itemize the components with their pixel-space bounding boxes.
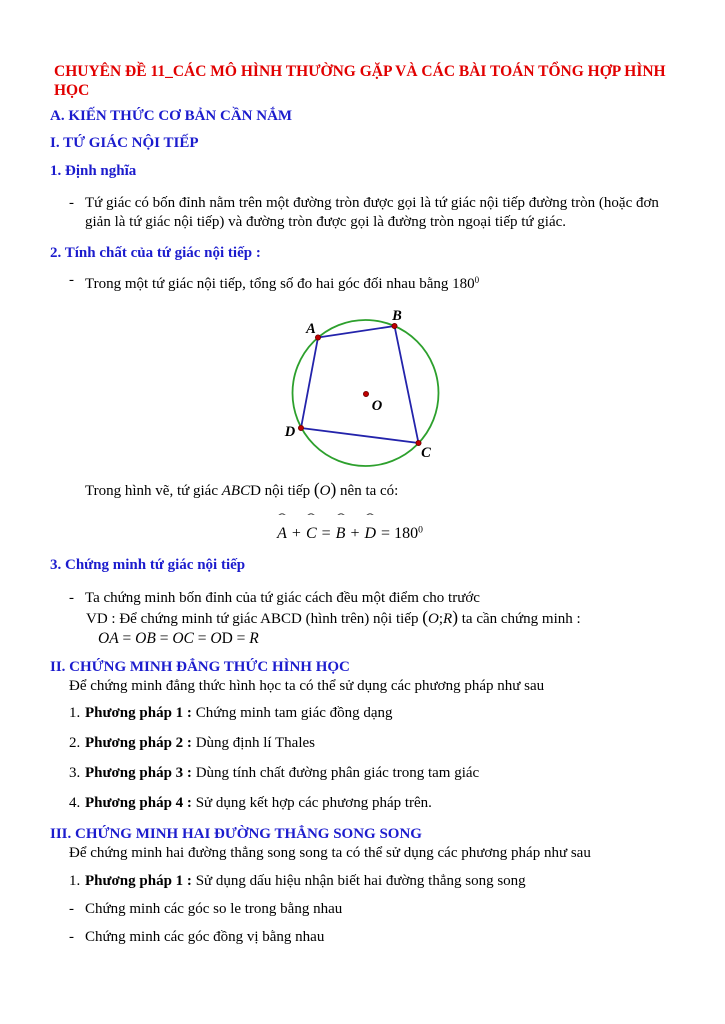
list-marker: -: [69, 928, 74, 945]
text-segment: =: [377, 524, 395, 542]
angle-sum-equation: [50, 511, 649, 546]
text-segment: 0: [418, 524, 423, 536]
method-item: [69, 764, 679, 783]
method-item: [69, 734, 679, 753]
text-segment: OB: [135, 629, 156, 647]
method-item: [69, 704, 679, 723]
text-segment: 0: [474, 275, 480, 285]
text-segment: O: [319, 482, 331, 499]
list-marker: -: [69, 272, 74, 288]
method-item: [69, 794, 679, 813]
section-ii-intro: Để chứng minh đẳng thức hình học ta có thể sử dụng các phương pháp như sau: [69, 677, 545, 694]
geometry-figure-svg: [0, 305, 725, 477]
heading-tinh-chat: 2. Tính chất của tứ giác nội tiếp :: [50, 245, 261, 261]
text-segment: 180: [452, 275, 475, 292]
text-segment: Trong hình vẽ, tứ giác: [85, 482, 222, 499]
point-label-D: D: [284, 423, 296, 440]
method-text: [85, 900, 679, 919]
heading-chung-minh: 3. Chứng minh tứ giác nội tiếp: [50, 556, 246, 573]
method-text: [85, 928, 679, 947]
heading-tu-giac-noi-tiep: I. TỨ GIÁC NỘI TIẾP: [50, 135, 199, 151]
point-label-B: B: [392, 307, 402, 324]
property-list-item: [69, 271, 679, 294]
proof-bullet-text: Ta chứng minh bốn đỉnh của tứ giác cách đều một điểm cho trước: [85, 589, 480, 606]
text-segment: Dùng định lí Thales: [195, 734, 315, 751]
text-segment: R: [249, 629, 259, 647]
heading-kien-thuc-co-ban: A. KIẾN THỨC CƠ BẢN CẦN NẮM: [50, 108, 293, 124]
section-iii-intro: Để chứng minh hai đường thẳng song song ta có thể sử dụng các phương pháp như sau: [69, 844, 591, 861]
list-marker: 2.: [69, 734, 81, 751]
figure-note: [85, 480, 679, 501]
property-text: [85, 271, 679, 294]
text-segment: VD : Để chứng minh tứ giác ABCD (hình trên) nội tiếp: [86, 610, 423, 627]
text-segment: Sử dụng kết hợp các phương pháp trên.: [195, 794, 432, 811]
inscribed-quadrilateral-figure: [0, 305, 725, 477]
list-marker: 3.: [69, 764, 81, 781]
point-B: [392, 323, 397, 328]
point-label-A: A: [306, 320, 316, 337]
definition-list-item: [69, 194, 679, 232]
list-marker: -: [69, 195, 74, 211]
method-text: [85, 794, 679, 813]
text-segment: Trong một tứ giác nội tiếp, tổng số đo hai góc đối nhau bằng: [85, 275, 453, 292]
hatted-variable: ˆ A: [277, 511, 287, 542]
text-segment: +: [287, 524, 305, 542]
list-marker: -: [69, 900, 74, 917]
text-segment: R: [443, 610, 453, 627]
text-segment: ;: [438, 610, 444, 627]
text-segment: ): [330, 478, 337, 499]
method-item: [69, 872, 679, 891]
text-segment: Phương pháp 1 :: [85, 872, 196, 889]
list-marker: -: [69, 589, 74, 606]
text-segment: Chứng minh tam giác đồng dạng: [195, 704, 393, 721]
text-segment: D nội tiếp: [250, 482, 314, 499]
text-segment: OC: [172, 629, 194, 647]
text-segment: Phương pháp 3 :: [85, 764, 196, 781]
hatted-variable: ˆ C: [305, 511, 317, 542]
hatted-variable: ˆ D: [364, 511, 377, 542]
proof-example: [86, 608, 679, 629]
text-segment: =: [155, 629, 173, 647]
list-marker: 4.: [69, 794, 81, 811]
radius-equality: [98, 629, 679, 648]
text-segment: Phương pháp 4 :: [85, 794, 196, 811]
list-marker: 1.: [69, 872, 81, 889]
list-marker: 1.: [69, 704, 81, 721]
text-segment: nên ta có:: [336, 482, 399, 499]
text-segment: =: [118, 629, 136, 647]
text-segment: O: [210, 629, 222, 647]
text-segment: Chứng minh các góc đồng vị bằng nhau: [85, 928, 325, 945]
proof-list-item: [69, 589, 679, 608]
text-segment: +: [346, 524, 364, 542]
method-item: [69, 900, 679, 919]
point-O: [363, 391, 368, 396]
text-segment: ABC: [221, 482, 251, 499]
method-text: [85, 704, 679, 723]
text-segment: (: [422, 606, 429, 627]
point-label-C: C: [421, 444, 431, 461]
text-segment: Sử dụng dấu hiệu nhận biết hai đường thẳng song song: [195, 872, 526, 889]
quadrilateral-abcd: [301, 326, 419, 443]
document-title: CHUYÊN ĐỀ 11_CÁC MÔ HÌNH THƯỜNG GẶP VÀ CÁC BÀI TOÁN TỔNG HỢP HÌNH HỌC: [54, 63, 666, 99]
point-A: [315, 335, 320, 340]
text-segment: Phương pháp 2 :: [85, 734, 196, 751]
method-text: [85, 764, 679, 783]
method-item: [69, 928, 679, 947]
method-text: [85, 872, 679, 891]
heading-dang-thuc-hinh-hoc: II. CHỨNG MINH ĐẲNG THỨC HÌNH HỌC: [50, 658, 350, 675]
text-segment: Chứng minh các góc so le trong bằng nhau: [85, 900, 343, 917]
method-text: [85, 734, 679, 753]
heading-dinh-nghia: 1. Định nghĩa: [50, 163, 137, 179]
text-segment: OA: [98, 629, 119, 647]
text-segment: ta cần chứng minh :: [458, 610, 581, 627]
text-segment: =: [317, 524, 335, 542]
text-segment: ): [452, 606, 458, 627]
definition-text: Tứ giác có bốn đỉnh nằm trên một đường tròn được gọi là tứ giác nội tiếp đường tròn (hoặc đơn giản là tứ giác nội tiếp) và đường tròn được gọi là đường tròn ngoại tiếp tứ giác.: [85, 195, 659, 230]
text-segment: O: [428, 610, 439, 627]
hatted-variable: ˆ B: [335, 511, 346, 542]
text-segment: =: [232, 629, 250, 647]
point-label-O: O: [371, 397, 383, 414]
point-D: [298, 425, 303, 430]
text-segment: D: [221, 629, 233, 647]
text-segment: 180: [394, 524, 419, 542]
text-segment: (: [313, 478, 320, 499]
text-segment: =: [193, 629, 211, 647]
text-segment: Phương pháp 1 :: [85, 704, 196, 721]
heading-song-song: III. CHỨNG MINH HAI ĐƯỜNG THẲNG SONG SONG: [50, 825, 422, 842]
text-segment: Dùng tính chất đường phân giác trong tam giác: [195, 764, 480, 781]
